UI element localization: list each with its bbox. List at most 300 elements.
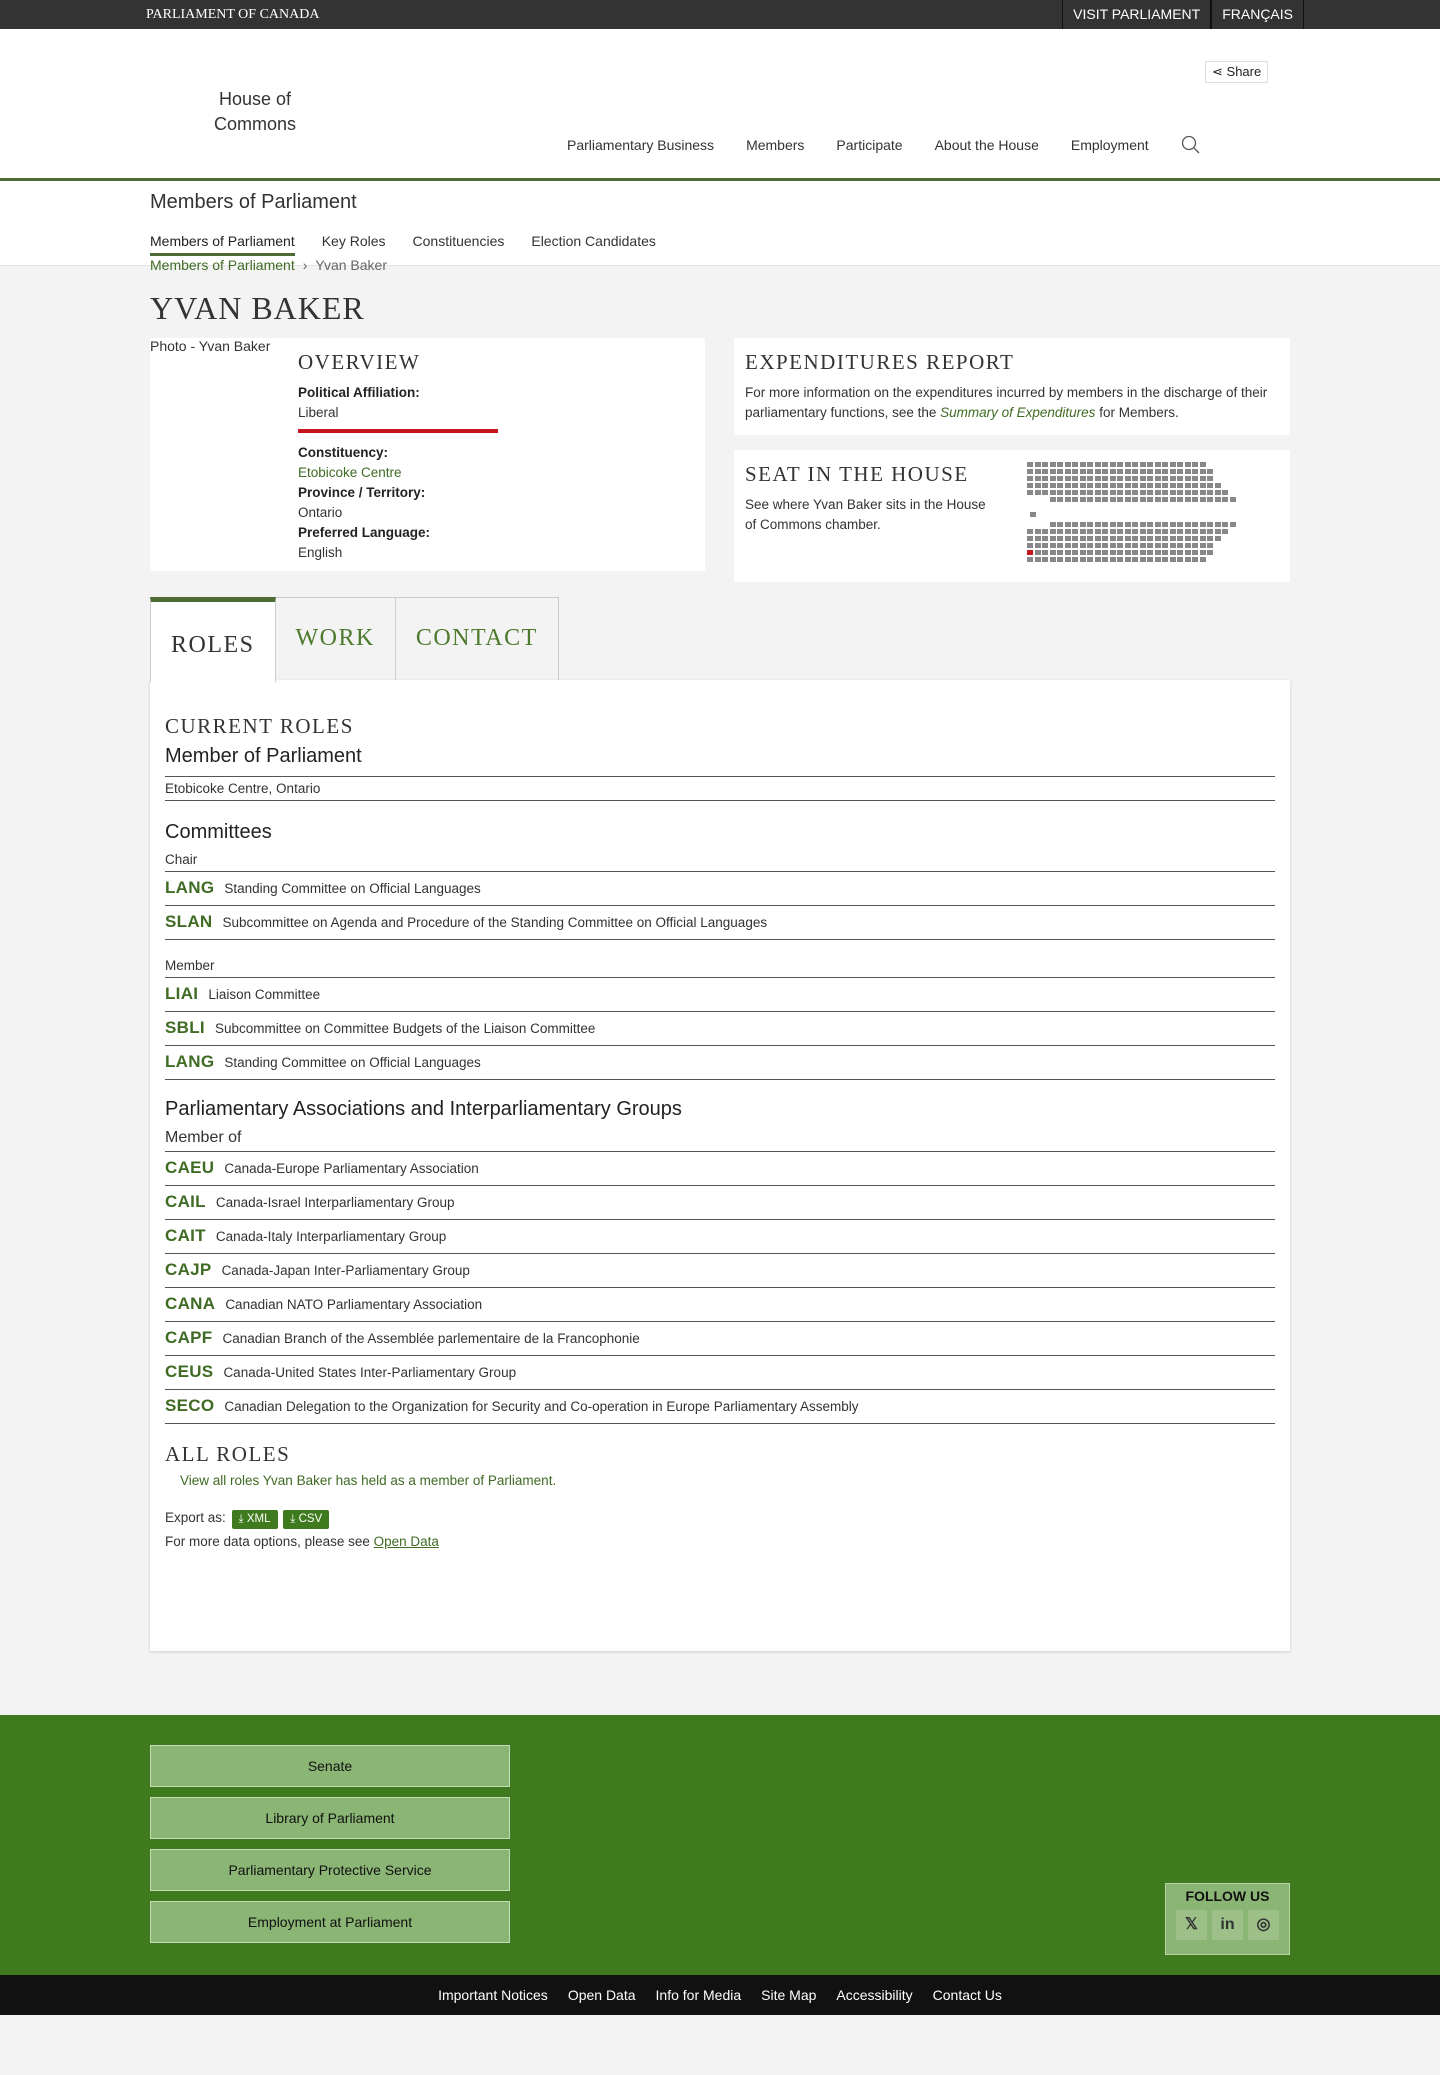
bottom-links: [0, 1975, 1440, 2015]
important-notices-link[interactable]: Important Notices: [438, 1987, 548, 2003]
committee-name: Subcommittee on Committee Budgets of the Liaison Committee: [214, 1021, 596, 1036]
visit-parliament-link[interactable]: VISIT PARLIAMENT: [1062, 0, 1211, 29]
seat: [1057, 536, 1063, 541]
info-for-media-link[interactable]: Info for Media: [655, 1987, 742, 2003]
seat: [1170, 497, 1176, 502]
committee-name: Liaison Committee: [208, 987, 321, 1002]
seat: [1042, 557, 1048, 562]
seat: [1072, 476, 1078, 481]
seat: [1027, 543, 1033, 548]
seat: [1087, 497, 1093, 502]
seat: [1050, 550, 1056, 555]
seat: [1125, 543, 1131, 548]
language-toggle[interactable]: FRANÇAIS: [1211, 0, 1304, 29]
seat: [1185, 469, 1191, 474]
seat: [1102, 476, 1108, 481]
seat: [1072, 462, 1078, 467]
seat: [1230, 497, 1236, 502]
roles-panel: [150, 680, 1290, 1651]
seat: [1192, 483, 1198, 488]
seat: [1065, 536, 1071, 541]
seat: [1192, 550, 1198, 555]
download-icon: ⤓: [238, 1513, 244, 1525]
seat: [1087, 483, 1093, 488]
seat: [1095, 497, 1101, 502]
seat: [1222, 522, 1228, 527]
committee-row[interactable]: [165, 1390, 1275, 1424]
seat: [1102, 483, 1108, 488]
seat: [1155, 462, 1161, 467]
seat: [1147, 550, 1153, 555]
seat: [1080, 529, 1086, 534]
seat: [1117, 543, 1123, 548]
parliament-brand[interactable]: PARLIAMENT OF CANADA: [146, 7, 320, 22]
committee-code[interactable]: CAIL: [165, 1192, 206, 1211]
seat: [1192, 462, 1198, 467]
site-map-link[interactable]: Site Map: [761, 1987, 817, 2003]
seat: [1170, 483, 1176, 488]
follow-us-box: [1165, 1883, 1290, 1955]
seat: [1170, 469, 1176, 474]
committee-code[interactable]: SECO: [165, 1396, 215, 1415]
seat: [1177, 543, 1183, 548]
seat: [1117, 476, 1123, 481]
seat: [1125, 497, 1131, 502]
seat: [1185, 529, 1191, 534]
committee-row[interactable]: [165, 1012, 1275, 1046]
seat: [1035, 476, 1041, 481]
seat: [1177, 522, 1183, 527]
seat: [1035, 557, 1041, 562]
download-icon: ⤓: [290, 1513, 296, 1525]
seat: [1140, 529, 1146, 534]
seat: [1080, 469, 1086, 474]
subnav-key-roles[interactable]: Key Roles: [321, 233, 386, 249]
seat: [1050, 543, 1056, 548]
expenditures-text-after: for Members.: [1095, 405, 1179, 420]
seat: [1140, 462, 1146, 467]
seat: [1132, 469, 1138, 474]
seat: [1095, 483, 1101, 488]
seat: [1140, 476, 1146, 481]
committee-row[interactable]: [165, 1254, 1275, 1288]
seat: [1057, 497, 1063, 502]
seat: [1200, 497, 1206, 502]
seat: [1080, 483, 1086, 488]
committee-code[interactable]: LIAI: [165, 984, 199, 1003]
seat: [1065, 550, 1071, 555]
seat: [1065, 529, 1071, 534]
seat: [1035, 490, 1041, 495]
seat: [1162, 483, 1168, 488]
export-csv-button[interactable]: [283, 1510, 329, 1529]
committee-row[interactable]: [165, 1322, 1275, 1356]
follow-us-title: FOLLOW US: [1185, 1888, 1270, 1904]
seat: [1207, 536, 1213, 541]
seat: [1095, 557, 1101, 562]
seat: [1110, 469, 1116, 474]
affiliation-value: Liberal: [298, 405, 339, 420]
seat: [1072, 497, 1078, 502]
seat: [1050, 483, 1056, 488]
seat: [1177, 536, 1183, 541]
seat: [1102, 557, 1108, 562]
open-data-footer-link[interactable]: Open Data: [567, 1987, 636, 2003]
member-seat-marker: [1027, 550, 1033, 555]
seat: [1095, 469, 1101, 474]
seat: [1050, 557, 1056, 562]
seat: [1185, 476, 1191, 481]
seat: [1027, 476, 1033, 481]
seat: [1042, 483, 1048, 488]
seat: [1117, 497, 1123, 502]
more-data-text: For more data options, please see: [165, 1534, 374, 1549]
seat: [1027, 469, 1033, 474]
seat: [1110, 483, 1116, 488]
seat: [1057, 490, 1063, 495]
seat: [1050, 462, 1056, 467]
breadcrumb: [150, 257, 387, 273]
seat: [1200, 476, 1206, 481]
seat: [1207, 483, 1213, 488]
summary-of-expenditures-link[interactable]: Summary of Expenditures: [940, 405, 1096, 420]
committee-name: Canadian Branch of the Assemblée parlementaire de la Francophonie: [222, 1331, 640, 1346]
member-of-label: Member of: [165, 1129, 1275, 1152]
seat: [1125, 462, 1131, 467]
seat: [1170, 543, 1176, 548]
seat: [1162, 497, 1168, 502]
committee-name: Standing Committee on Official Languages: [224, 1055, 481, 1070]
committee-code[interactable]: CEUS: [165, 1362, 214, 1381]
seat: [1162, 490, 1168, 495]
seat: [1177, 462, 1183, 467]
seat: [1102, 529, 1108, 534]
overview-title: OVERVIEW: [298, 350, 421, 374]
committee-name: Standing Committee on Official Languages: [224, 881, 481, 896]
seat: [1057, 462, 1063, 467]
seat: [1185, 557, 1191, 562]
seat: [1132, 557, 1138, 562]
seat: [1125, 536, 1131, 541]
constituency-link[interactable]: Etobicoke Centre: [298, 465, 402, 480]
seat: [1200, 557, 1206, 562]
mp-role-title: Member of Parliament: [165, 745, 362, 767]
committee-row[interactable]: [165, 1356, 1275, 1390]
committee-code[interactable]: LANG: [165, 1052, 215, 1071]
seat: [1080, 557, 1086, 562]
seat: [1095, 543, 1101, 548]
seat: [1072, 543, 1078, 548]
all-roles-link[interactable]: View all roles Yvan Baker has held as a member of Parliament.: [180, 1473, 557, 1488]
seat: [1162, 529, 1168, 534]
seat: [1110, 529, 1116, 534]
share-label: Share: [1226, 64, 1262, 79]
seat: [1140, 497, 1146, 502]
share-button[interactable]: [1205, 61, 1268, 83]
tab-roles[interactable]: ROLES: [150, 597, 276, 682]
committee-code[interactable]: SBLI: [165, 1018, 205, 1037]
seat: [1177, 497, 1183, 502]
seat: [1125, 490, 1131, 495]
subnav-constituencies[interactable]: Constituencies: [412, 233, 505, 249]
seat: [1117, 469, 1123, 474]
seat: [1155, 522, 1161, 527]
seat: [1035, 483, 1041, 488]
seat: [1185, 462, 1191, 467]
tab-work[interactable]: WORK: [275, 597, 396, 681]
seat: [1155, 536, 1161, 541]
footer-employment-link[interactable]: Employment at Parliament: [150, 1901, 510, 1943]
seat: [1222, 529, 1228, 534]
seat: [1095, 550, 1101, 555]
seat: [1207, 497, 1213, 502]
seat: [1072, 483, 1078, 488]
seat: [1065, 497, 1071, 502]
seat: [1027, 462, 1033, 467]
seat: [1147, 536, 1153, 541]
subnav-election-candidates[interactable]: Election Candidates: [531, 233, 656, 249]
seat: [1072, 550, 1078, 555]
chair-label: Chair: [165, 852, 1275, 872]
seat: [1177, 469, 1183, 474]
nav-participate[interactable]: Participate: [836, 137, 903, 153]
seat: [1162, 522, 1168, 527]
seat: [1132, 529, 1138, 534]
committee-code[interactable]: CAPF: [165, 1328, 213, 1347]
section-nav: [150, 233, 656, 256]
seat: [1132, 462, 1138, 467]
seat: [1215, 497, 1221, 502]
member-photo: Photo - Yvan Baker: [150, 338, 271, 354]
footer-senate-link[interactable]: Senate: [150, 1745, 510, 1787]
seat: [1162, 536, 1168, 541]
seat: [1185, 483, 1191, 488]
seat: [1110, 462, 1116, 467]
seat: [1230, 522, 1236, 527]
seat: [1177, 529, 1183, 534]
seat: [1035, 469, 1041, 474]
overview-card: [150, 338, 705, 571]
seat: [1117, 522, 1123, 527]
seat: [1147, 543, 1153, 548]
seat: [1050, 476, 1056, 481]
seat: [1177, 483, 1183, 488]
seat: [1042, 529, 1048, 534]
seat: [1072, 529, 1078, 534]
seat: [1080, 536, 1086, 541]
nav-employment[interactable]: Employment: [1070, 137, 1149, 153]
committee-name: Canadian Delegation to the Organization for Security and Co-operation in Europe Parliamentary Assembly: [224, 1399, 859, 1414]
seat: [1102, 536, 1108, 541]
seat: [1155, 557, 1161, 562]
seat: [1147, 529, 1153, 534]
current-roles-title: CURRENT ROLES: [165, 714, 354, 738]
seat: [1170, 550, 1176, 555]
seat-title: SEAT IN THE HOUSE: [745, 462, 969, 486]
seat: [1117, 529, 1123, 534]
seat: [1057, 529, 1063, 534]
seat: [1147, 490, 1153, 495]
seat: [1110, 476, 1116, 481]
seat: [1117, 490, 1123, 495]
seat: [1177, 490, 1183, 495]
seat: [1215, 483, 1221, 488]
seat: [1095, 522, 1101, 527]
x-icon[interactable]: 𝕏: [1176, 1910, 1207, 1940]
seat: [1192, 543, 1198, 548]
committee-row[interactable]: [165, 1220, 1275, 1254]
seat: [1155, 490, 1161, 495]
seat: [1215, 536, 1221, 541]
seat: [1065, 462, 1071, 467]
seat: [1080, 490, 1086, 495]
seat: [1080, 462, 1086, 467]
seat: [1117, 536, 1123, 541]
seat: [1042, 476, 1048, 481]
committee-row[interactable]: [165, 1186, 1275, 1220]
committee-code[interactable]: LANG: [165, 878, 215, 897]
seat: [1132, 550, 1138, 555]
seat: [1207, 543, 1213, 548]
committee-name: Canada-Israel Interparliamentary Group: [215, 1195, 455, 1210]
seat: [1065, 522, 1071, 527]
seat: [1072, 490, 1078, 495]
seat: [1162, 469, 1168, 474]
house-of-commons-logo[interactable]: House of Commons: [213, 89, 297, 134]
breadcrumb-current: Yvan Baker: [315, 257, 387, 273]
province-value: Ontario: [298, 505, 343, 520]
committee-row[interactable]: [165, 978, 1275, 1012]
seat: [1042, 543, 1048, 548]
committee-name: Canada-United States Inter-Parliamentary Group: [223, 1365, 517, 1380]
expenditures-text: [745, 383, 1279, 423]
seat: [1095, 529, 1101, 534]
seat: [1155, 543, 1161, 548]
nav-about-the-house[interactable]: About the House: [934, 137, 1039, 153]
seat: [1207, 490, 1213, 495]
seat: [1147, 476, 1153, 481]
committee-row[interactable]: [165, 1046, 1275, 1080]
seat: [1170, 557, 1176, 562]
seat: [1042, 462, 1048, 467]
seat: [1185, 543, 1191, 548]
seat: [1147, 483, 1153, 488]
seat: [1095, 462, 1101, 467]
committee-code[interactable]: CAIT: [165, 1226, 206, 1245]
seat: [1125, 483, 1131, 488]
seat: [1140, 469, 1146, 474]
breadcrumb-members[interactable]: Members of Parliament: [150, 257, 295, 273]
seat: [1087, 522, 1093, 527]
instagram-icon[interactable]: ◎: [1248, 1910, 1279, 1940]
seat: [1125, 476, 1131, 481]
seat: [1147, 469, 1153, 474]
seat: [1132, 522, 1138, 527]
seat: [1200, 483, 1206, 488]
seat: [1125, 550, 1131, 555]
footer-protective-service-link[interactable]: Parliamentary Protective Service: [150, 1849, 510, 1891]
nav-parliamentary-business[interactable]: Parliamentary Business: [567, 137, 715, 153]
contact-us-link[interactable]: Contact Us: [932, 1987, 1002, 2003]
seat-text: See where Yvan Baker sits in the House of Commons chamber.: [745, 497, 986, 532]
search-icon[interactable]: [1181, 135, 1201, 155]
seat: [1057, 469, 1063, 474]
committee-row[interactable]: [165, 1288, 1275, 1322]
seat: [1162, 557, 1168, 562]
seat: [1042, 490, 1048, 495]
seat: [1162, 476, 1168, 481]
seat: [1102, 550, 1108, 555]
committee-name: Canada-Italy Interparliamentary Group: [215, 1229, 447, 1244]
committee-row[interactable]: [165, 872, 1275, 906]
seat: [1192, 529, 1198, 534]
seat: [1200, 543, 1206, 548]
linkedin-icon[interactable]: in: [1212, 1910, 1243, 1940]
seat: [1155, 497, 1161, 502]
seat: [1050, 469, 1056, 474]
subnav-members-of-parliament[interactable]: Members of Parliament: [150, 233, 295, 256]
committee-code[interactable]: CANA: [165, 1294, 216, 1313]
open-data-link[interactable]: Open Data: [373, 1534, 439, 1549]
seat: [1110, 536, 1116, 541]
seat: [1222, 497, 1228, 502]
seat: [1170, 490, 1176, 495]
seat: [1057, 543, 1063, 548]
seat: [1140, 557, 1146, 562]
seat: [1042, 536, 1048, 541]
seat: [1065, 490, 1071, 495]
committee-code[interactable]: CAEU: [165, 1158, 215, 1177]
seat: [1057, 550, 1063, 555]
committee-row[interactable]: [165, 906, 1275, 940]
footer-library-link[interactable]: Library of Parliament: [150, 1797, 510, 1839]
mp-riding: Etobicoke Centre, Ontario: [165, 776, 1275, 801]
seat: [1132, 476, 1138, 481]
seat: [1080, 476, 1086, 481]
seat: [1162, 462, 1168, 467]
tab-contact[interactable]: CONTACT: [395, 597, 559, 681]
committee-code[interactable]: CAJP: [165, 1260, 212, 1279]
seat: [1147, 497, 1153, 502]
seat: [1200, 529, 1206, 534]
expenditures-title: EXPENDITURES REPORT: [745, 350, 1015, 374]
section-title: Members of Parliament: [150, 191, 357, 213]
committee-code[interactable]: SLAN: [165, 912, 213, 931]
seat: [1125, 522, 1131, 527]
seat: [1207, 522, 1213, 527]
seat: [1110, 550, 1116, 555]
member-tabs: [150, 597, 558, 682]
seat: [1222, 490, 1228, 495]
seat-map[interactable]: [1027, 462, 1257, 570]
seat: [1102, 522, 1108, 527]
seat: [1215, 529, 1221, 534]
accessibility-link[interactable]: Accessibility: [836, 1987, 913, 2003]
seat: [1155, 483, 1161, 488]
nav-members[interactable]: Members: [746, 137, 805, 153]
seat: [1087, 550, 1093, 555]
seat: [1117, 483, 1123, 488]
committee-row[interactable]: [165, 1152, 1275, 1186]
seat: [1065, 476, 1071, 481]
province-label: Province / Territory:: [298, 485, 426, 500]
section-header: [0, 181, 1440, 266]
member-name: YVAN BAKER: [150, 290, 365, 326]
committee-name: Canada-Japan Inter-Parliamentary Group: [221, 1263, 470, 1278]
export-xml-button[interactable]: [232, 1510, 278, 1529]
seat: [1177, 557, 1183, 562]
seat: [1207, 476, 1213, 481]
